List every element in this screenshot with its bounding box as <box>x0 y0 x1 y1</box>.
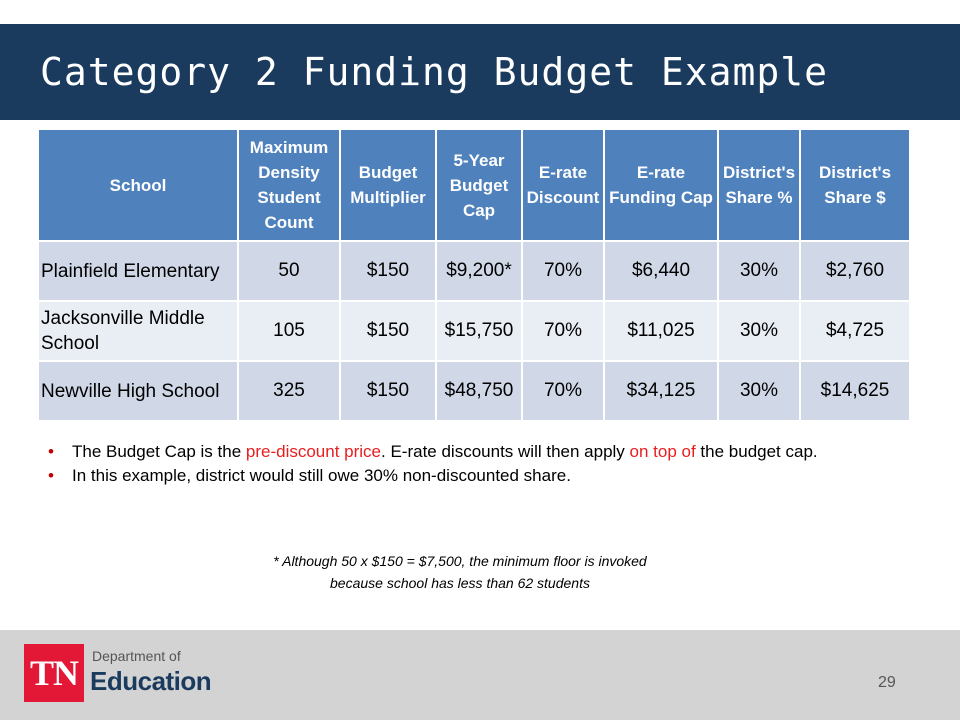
table-cell: 325 <box>238 361 340 421</box>
slide-title: Category 2 Funding Budget Example <box>40 50 828 94</box>
table-cell: 70% <box>522 301 604 361</box>
header-cell: 5-Year Budget Cap <box>436 129 522 241</box>
note-highlight: on top of <box>629 442 696 461</box>
school-cell: Jacksonville Middle School <box>38 301 238 361</box>
table-cell: $4,725 <box>800 301 910 361</box>
table-header-row <box>38 129 910 241</box>
table-cell: $150 <box>340 301 436 361</box>
table-cell: $150 <box>340 361 436 421</box>
notes-list <box>48 440 898 488</box>
note-text: In this example, district would still owe 30% non-discounted share. <box>72 466 571 485</box>
tn-logo-icon: TN <box>24 644 84 702</box>
note-highlight: pre-discount price <box>245 442 382 461</box>
table-cell: $15,750 <box>436 301 522 361</box>
header-cell: School <box>38 129 238 241</box>
header-cell: Maximum Density Student Count <box>238 129 340 241</box>
table-cell: $11,025 <box>604 301 718 361</box>
footnote-line: because school has less than 62 students <box>330 575 590 591</box>
table-cell: $150 <box>340 241 436 301</box>
table-cell: $6,440 <box>604 241 718 301</box>
education-label: Education <box>90 666 212 696</box>
school-cell: Newville High School <box>38 361 238 421</box>
school-cell: Plainfield Elementary <box>38 241 238 301</box>
table-cell: $2,760 <box>800 241 910 301</box>
table-cell: 30% <box>718 241 800 301</box>
bullet-icon: • <box>48 442 54 461</box>
table-cell: 30% <box>718 301 800 361</box>
table-cell: 70% <box>522 361 604 421</box>
footnote <box>0 550 920 594</box>
note-item <box>48 440 898 464</box>
header-cell: E-rate Discount <box>522 129 604 241</box>
table-cell: $34,125 <box>604 361 718 421</box>
note-text: . E-rate discounts will then apply <box>381 442 630 461</box>
table-cell: $9,200* <box>436 241 522 301</box>
note-text: the budget cap. <box>695 442 818 461</box>
footer-bar <box>0 630 960 720</box>
table-row <box>38 301 910 361</box>
bullet-icon: • <box>48 466 54 485</box>
note-item <box>48 464 898 488</box>
budget-table <box>37 128 911 422</box>
header-cell: Budget Multiplier <box>340 129 436 241</box>
note-text: The Budget Cap is the <box>72 442 246 461</box>
department-label: Department of <box>92 648 181 664</box>
table-cell: 70% <box>522 241 604 301</box>
footnote-line: * Although 50 x $150 = $7,500, the minimum floor is invoked <box>273 553 647 569</box>
table-row <box>38 241 910 301</box>
table-row <box>38 361 910 421</box>
page-number: 29 <box>878 674 896 691</box>
header-cell: District's Share $ <box>800 129 910 241</box>
table-cell: 105 <box>238 301 340 361</box>
table-cell: 50 <box>238 241 340 301</box>
table-cell: 30% <box>718 361 800 421</box>
table-cell: $14,625 <box>800 361 910 421</box>
header-cell: District's Share % <box>718 129 800 241</box>
table-cell: $48,750 <box>436 361 522 421</box>
header-cell: E-rate Funding Cap <box>604 129 718 241</box>
